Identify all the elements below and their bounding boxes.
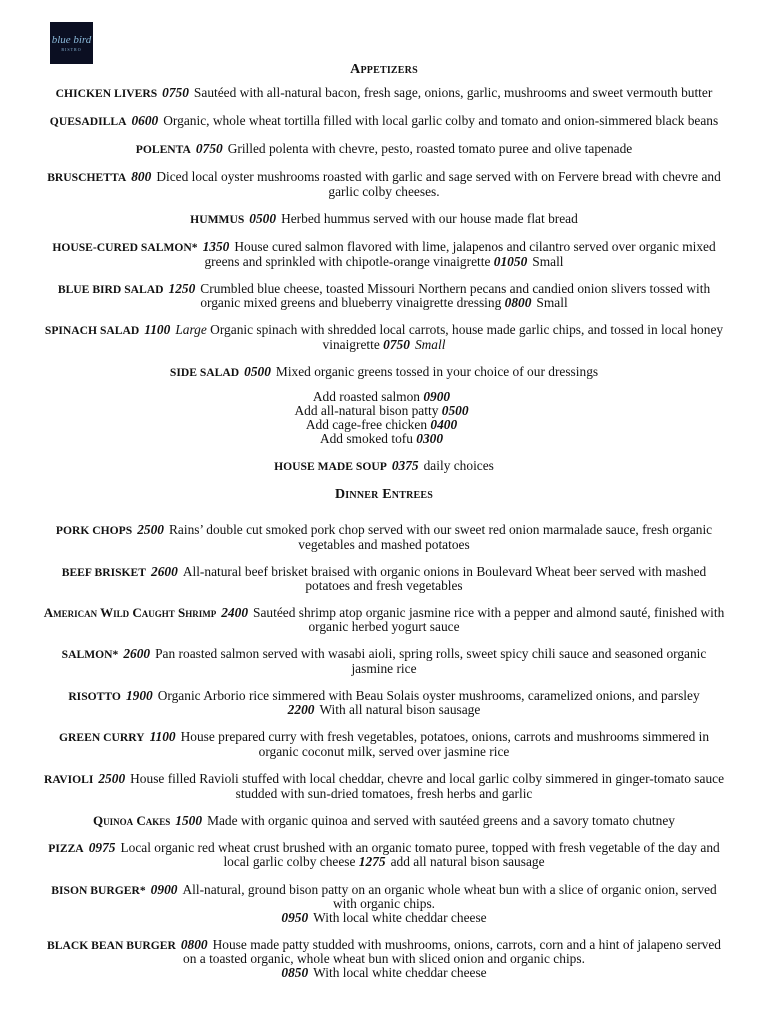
item-price: 1900 (125, 687, 153, 703)
item-description: Mixed organic greens tossed in your choice of our dressings (275, 364, 599, 380)
logo-mark: blue bird (51, 33, 92, 46)
dinner-list (40, 523, 728, 980)
item-price: 0975 (88, 839, 116, 855)
item-name: GREEN CURRY (58, 731, 145, 745)
item-price: 0500 (249, 210, 277, 226)
addon-item: Add cage-free chicken 0400 (305, 417, 458, 433)
item-price-alt: 1275 (358, 854, 386, 870)
addon-item: Add smoked tofu 0300 (319, 430, 444, 446)
option-description: With local white cheddar cheese (313, 965, 487, 980)
soup-item: HOUSE MADE SOUP 0375 daily choices (274, 457, 494, 473)
item-price: 0800 (180, 936, 208, 952)
appetizers-heading: Appetizers (350, 62, 418, 77)
item-name: BLUE BIRD SALAD (57, 282, 164, 296)
item-name: RISOTTO (68, 689, 121, 703)
dinner-heading: Dinner Entrees (335, 486, 433, 502)
appetizers-list (40, 86, 728, 380)
item-price: 1250 (168, 280, 196, 296)
menu-item (40, 282, 728, 310)
addons-list (40, 390, 728, 446)
item-description: House filled Ravioli stuffed with local cheddar, chevre and local garlic colby simmered in ginger-tomato sauce studded with sun-dried tomatoes, fresh herbs and garlic (130, 771, 725, 801)
item-price: 800 (131, 169, 152, 185)
item-price: 0500 (244, 364, 271, 380)
item-price-alt: 01050 (493, 253, 528, 269)
item-description: House cured salmon flavored with lime, jalapenos and cilantro served over organic mixed greens and sprinkled with chipotle-orange vinaigrette (204, 239, 716, 269)
item-price: 0600 (131, 113, 159, 129)
brand-logo (50, 22, 93, 64)
menu-item (40, 323, 728, 351)
menu-item (40, 606, 728, 633)
item-description: House made patty studded with mushrooms, onions, carrots, corn and a hint of jalapeno served on a toasted organic, whole wheat bun with sliced onion and organic chips. (183, 936, 721, 967)
menu-item (40, 86, 728, 101)
item-name: QUESADILLA (49, 115, 127, 129)
item-price: 2500 (98, 771, 126, 787)
option-description: With local white cheddar cheese (313, 909, 487, 925)
item-suffix: add all natural bison sausage (390, 854, 545, 870)
menu-document (40, 60, 728, 993)
item-price: 0750 (195, 141, 223, 157)
item-name: BISON BURGER* (51, 883, 146, 897)
menu-item (40, 240, 728, 268)
item-description: Organic, whole wheat tortilla filled with local garlic colby and tomato and onion-simmered black beans (163, 113, 719, 129)
item-name: BLACK BEAN BURGER (47, 938, 176, 952)
option-price: 0850 (281, 965, 309, 980)
menu-item (40, 647, 728, 675)
menu-item (40, 841, 728, 869)
item-price: 1350 (202, 239, 230, 255)
item-name: SIDE SALAD (169, 366, 240, 380)
addon-item: Add roasted salmon 0900 (312, 389, 451, 405)
menu-item (40, 814, 728, 828)
item-name: SALMON* (61, 648, 119, 661)
item-price-alt: 0750 (383, 337, 410, 353)
item-price-alt: 0800 (504, 295, 532, 311)
item-description: House prepared curry with fresh vegetables, potatoes, onions, carrots and mushrooms simmered in organic coconut milk, served over jasmine rice (180, 729, 710, 759)
menu-item (40, 565, 728, 593)
menu-item (40, 730, 728, 758)
item-name: SPINACH SALAD (44, 324, 140, 338)
item-name: RAVIOLI (43, 773, 94, 787)
size-label: Large (175, 322, 207, 338)
item-description: Crumbled blue cheese, toasted Missouri Northern pecans and candied onion slivers tossed with organic mixed greens and blueberry vinaigrette dressing (200, 280, 711, 311)
menu-item (40, 938, 728, 980)
menu-item (40, 883, 728, 925)
item-price: 1100 (144, 322, 171, 338)
item-description: Sautéed with all-natural bacon, fresh sage, onions, garlic, mushrooms and sweet vermouth butter (193, 85, 713, 100)
menu-item (40, 114, 728, 129)
item-description: Organic Arborio rice simmered with Beau Solais oyster mushrooms, caramelized onions, and parsley (157, 687, 700, 703)
menu-item (40, 772, 728, 800)
menu-item (40, 689, 728, 717)
item-name: POLENTA (135, 143, 191, 157)
item-name: Quinoa Cakes (93, 812, 171, 828)
item-description: Sautéed shrimp atop organic jasmine rice with a pepper and almond sauté, finished with organic herbed yogurt sauce (253, 605, 725, 634)
item-suffix: Small (414, 337, 446, 353)
item-description: Diced local oyster mushrooms roasted with garlic and sage served with on Fervere bread with chevre and garlic colby cheeses. (156, 169, 721, 199)
menu-item (40, 170, 728, 198)
item-price: 1500 (175, 812, 203, 828)
item-description: Local organic red wheat crust brushed with an organic tomato puree, topped with fresh vegetable of the day and local garlic colby cheese (120, 839, 720, 870)
item-description: Organic spinach with shredded local carrots, house made garlic chips, and tossed in local honey vinaigrette (210, 322, 724, 353)
item-price: 2600 (151, 563, 178, 579)
item-description: All-natural, ground bison patty on an organic whole wheat bun with a slice of organic onion, served with organic chips. (182, 881, 717, 912)
item-suffix: Small (532, 253, 564, 269)
item-description: Herbed hummus served with our house made flat bread (281, 210, 578, 226)
item-name: HUMMUS (190, 212, 245, 226)
menu-item (40, 142, 728, 157)
logo-subtitle: BISTRO (61, 46, 82, 52)
item-suffix: Small (536, 295, 568, 311)
option-price: 2200 (287, 702, 315, 718)
option-price: 0950 (281, 909, 309, 925)
item-description: Grilled polenta with chevre, pesto, roasted tomato puree and olive tapenade (227, 141, 633, 157)
option-description: With all natural bison sausage (319, 702, 481, 718)
item-name: CHICKEN LIVERS (55, 87, 158, 100)
menu-item (40, 523, 728, 551)
item-name: BEEF BRISKET (61, 565, 147, 579)
item-name: PIZZA (48, 841, 84, 855)
item-price: 2400 (221, 605, 249, 621)
item-price: 0900 (150, 881, 178, 897)
item-name: PORK CHOPS (55, 523, 133, 537)
item-price: 0750 (162, 85, 189, 100)
item-description: Made with organic quinoa and served with sautéed greens and a savory tomato chutney (207, 812, 675, 828)
item-price: 2500 (137, 521, 164, 537)
item-price: 2600 (123, 646, 151, 661)
menu-item (40, 212, 728, 227)
item-description: All-natural beef brisket braised with organic onions in Boulevard Wheat beer served with mashed potatoes and fresh vegetables (182, 563, 707, 594)
item-name: American Wild Caught Shrimp (43, 605, 217, 621)
item-price: 1100 (149, 729, 176, 745)
item-name: BRUSCHETTA (47, 171, 127, 185)
addon-item: Add all-natural bison patty 0500 (294, 403, 469, 419)
menu-item (40, 365, 728, 380)
item-description: Pan roasted salmon served with wasabi aioli, spring rolls, sweet spicy chili sauce and seasoned organic jasmine rice (155, 646, 707, 676)
item-description: Rains’ double cut smoked pork chop served with our sweet red onion marmalade sauce, fresh organic vegetables and mashed potatoes (168, 521, 713, 552)
item-name: HOUSE-CURED SALMON* (52, 241, 198, 255)
